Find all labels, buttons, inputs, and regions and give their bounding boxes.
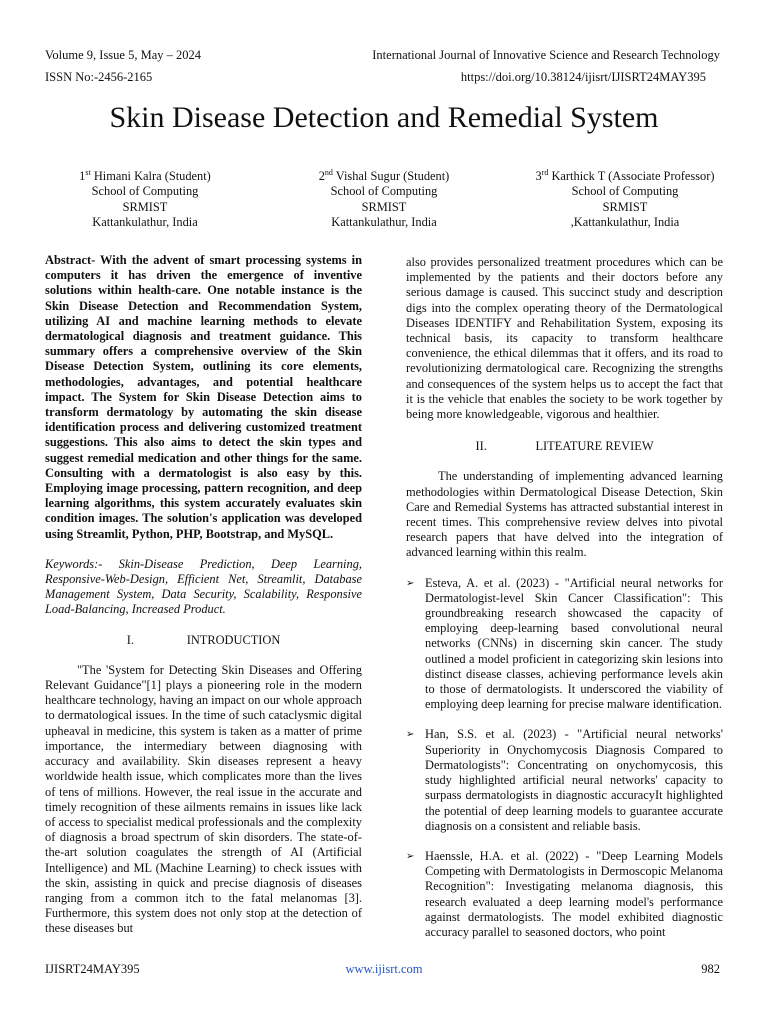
website-link[interactable]: www.ijisrt.com — [345, 962, 423, 976]
paper-title: Skin Disease Detection and Remedial System — [109, 101, 659, 134]
issn: ISSN No:-2456-2165 — [45, 70, 153, 84]
page-number: 982 — [701, 962, 720, 976]
literature-intro: The understanding of implementing advanced learning methodologies within Dermatological Disease Detection, Skin Care and Remedial Systems has attracted substantial interest in recent times. This comprehensive review delves into pivotal research papers that have delved into the integration of advanced learning within this realm. — [406, 469, 723, 560]
section-heading-introduction: I. INTRODUCTION — [126, 632, 281, 647]
arrow-bullet-icon: ➢ — [406, 577, 415, 589]
arrow-bullet-icon: ➢ — [406, 729, 415, 741]
doi-link[interactable]: https://doi.org/10.38124/ijisrt/IJISRT24MAY395 — [460, 70, 706, 84]
list-item: ➢ Han, S.S. et al. (2023) - "Artificial neural networks' Superiority in Onychomycosis Diagnosis Compared to Dermatologists": Concentrating on onychomycosis, this study highlighted artificial neural networks' capacity to surpass dermatologists in diagnostic accuracyIt highlighted the potential of deep learning models to guarantee accurate diagnosis on a consistent and reliable basis. — [406, 727, 723, 833]
list-item: ➢ Esteva, A. et al. (2023) - "Artificial neural networks for Dermatologist-level Skin Cancer Classification": This groundbreaking research showcased the capacity of employing deep-learning based convolutional neural networks (CNNs) in discerning skin cancer. The study outlined a model proficient in categorizing skin lesions into distinct disease classes, achieving performance levels akin to those of dermatologists. It underscored the viability of employing deep learning for precise malware identification. — [406, 575, 723, 712]
list-item: ➢ Haenssle, H.A. et al. (2022) - "Deep Learning Models Competing with Dermatologists in Dermoscopic Melanoma Recognition": Investigating melanoma diagnosis, this research evaluated a deep learning model's performance against dermatologists. The model exhibited diagnostic accuracy parallel to seasoned doctors, who point — [406, 848, 723, 939]
journal-name: International Journal of Innovative Science and Research Technology — [372, 48, 720, 62]
arrow-bullet-icon: ➢ — [406, 850, 415, 862]
keywords: Keywords:- Skin-Disease Prediction, Deep Learning, Responsive-Web-Design, Efficient Net, Streamlit, Database Management System, Data Security, Scalability, Responsive Load-Balancing, Increased Product. — [45, 556, 362, 617]
section-heading-literature-review: II. LITEATURE REVIEW — [475, 439, 654, 454]
left-column — [45, 253, 362, 937]
author-2: 2nd Vishal Sugur (Student) School of Computing SRMIST Kattankulathur, India — [318, 168, 450, 230]
volume-info: Volume 9, Issue 5, May – 2024 — [45, 48, 202, 62]
introduction-continued: also provides personalized treatment procedures which can be implemented by the patients and their doctors before any serious damage is caused. This succinct study and description digs into the complex operating theory of the Dermatological Diseases IDENTIFY and Rehabilitation System, exposing its technical basis, its capacity to transform healthcare convenience, the ethical dilemmas that it offers, and its road to revolutionizing dermatological care. Recognizing the strengths and consequences of the system helps us to accept the fact that it is the vehicle that enables the society to be work together by being more knowledgeable, vigorous and healthier. — [406, 255, 723, 422]
author-3: 3rd Karthick T (Associate Professor) School of Computing SRMIST ,Kattankulathur, India — [535, 168, 715, 230]
footer-paper-id: IJISRT24MAY395 — [45, 962, 140, 976]
reference-list — [406, 576, 723, 940]
abstract: Abstract- With the advent of smart processing systems in computers it has driven the emergence of inventive solutions within health-care. One notable instance is the Skin Disease Detection and Recommendation System, utilizing AI and machine learning methods to elevate dermatological diagnosis and treatment guidance. This summary offers a comprehensive overview of the Skin Disease Detection System, outlining its core elements, methodologies, advantages, and potential healthcare impact. The System for Skin Disease Detection aims to transform dermatology by automating the skin disease identification process and delivering customized treatment suggestions. This also aims to detect the skin types and suggest remedial medication and other things for the same. Consulting with a dermatologist is also easy by this. Employing image processing, pattern recognition, and deep learning algorithms, this system accurately evaluates skin condition images. The solution's application was developed using Streamlit, Python, PHP, Bootstrap, and MySQL. — [45, 253, 362, 541]
introduction-text: "The 'System for Detecting Skin Diseases and Offering Relevant Guidance"[1] plays a pioneering role in the modern healthcare technology, having an impact on our whole approach to dermatological issues. In the time of such cataclysmic digital upheaval in medicine, this system is taken as a matter of prime importance, the intermediary between diagnosing with accuracy and availability. Skin diseases represent a heavy worldwide health issue, which complicates more than the lives of tens of millions. However, the real issue in the accurate and timely recognition of these ailments remains in issues like lack of access to specialist medical professionals and the complexity of diagnosis a broad spectrum of skin disorders. The state-of-the-art solution coagulates the strength of AI (Artificial Intelligence) and ML (Machine Learning) to check issues with the skin, assisting in quick and precise diagnosis of diseases ranging from a common itch to the fatal melanomas [3]. Furthermore, this system does not only stop at the detection of these diseases but — [45, 662, 362, 936]
footer-url[interactable] — [0, 962, 768, 977]
author-1: 1st Himani Kalra (Student) School of Computing SRMIST Kattankulathur, India — [79, 168, 211, 230]
right-column — [406, 255, 723, 940]
